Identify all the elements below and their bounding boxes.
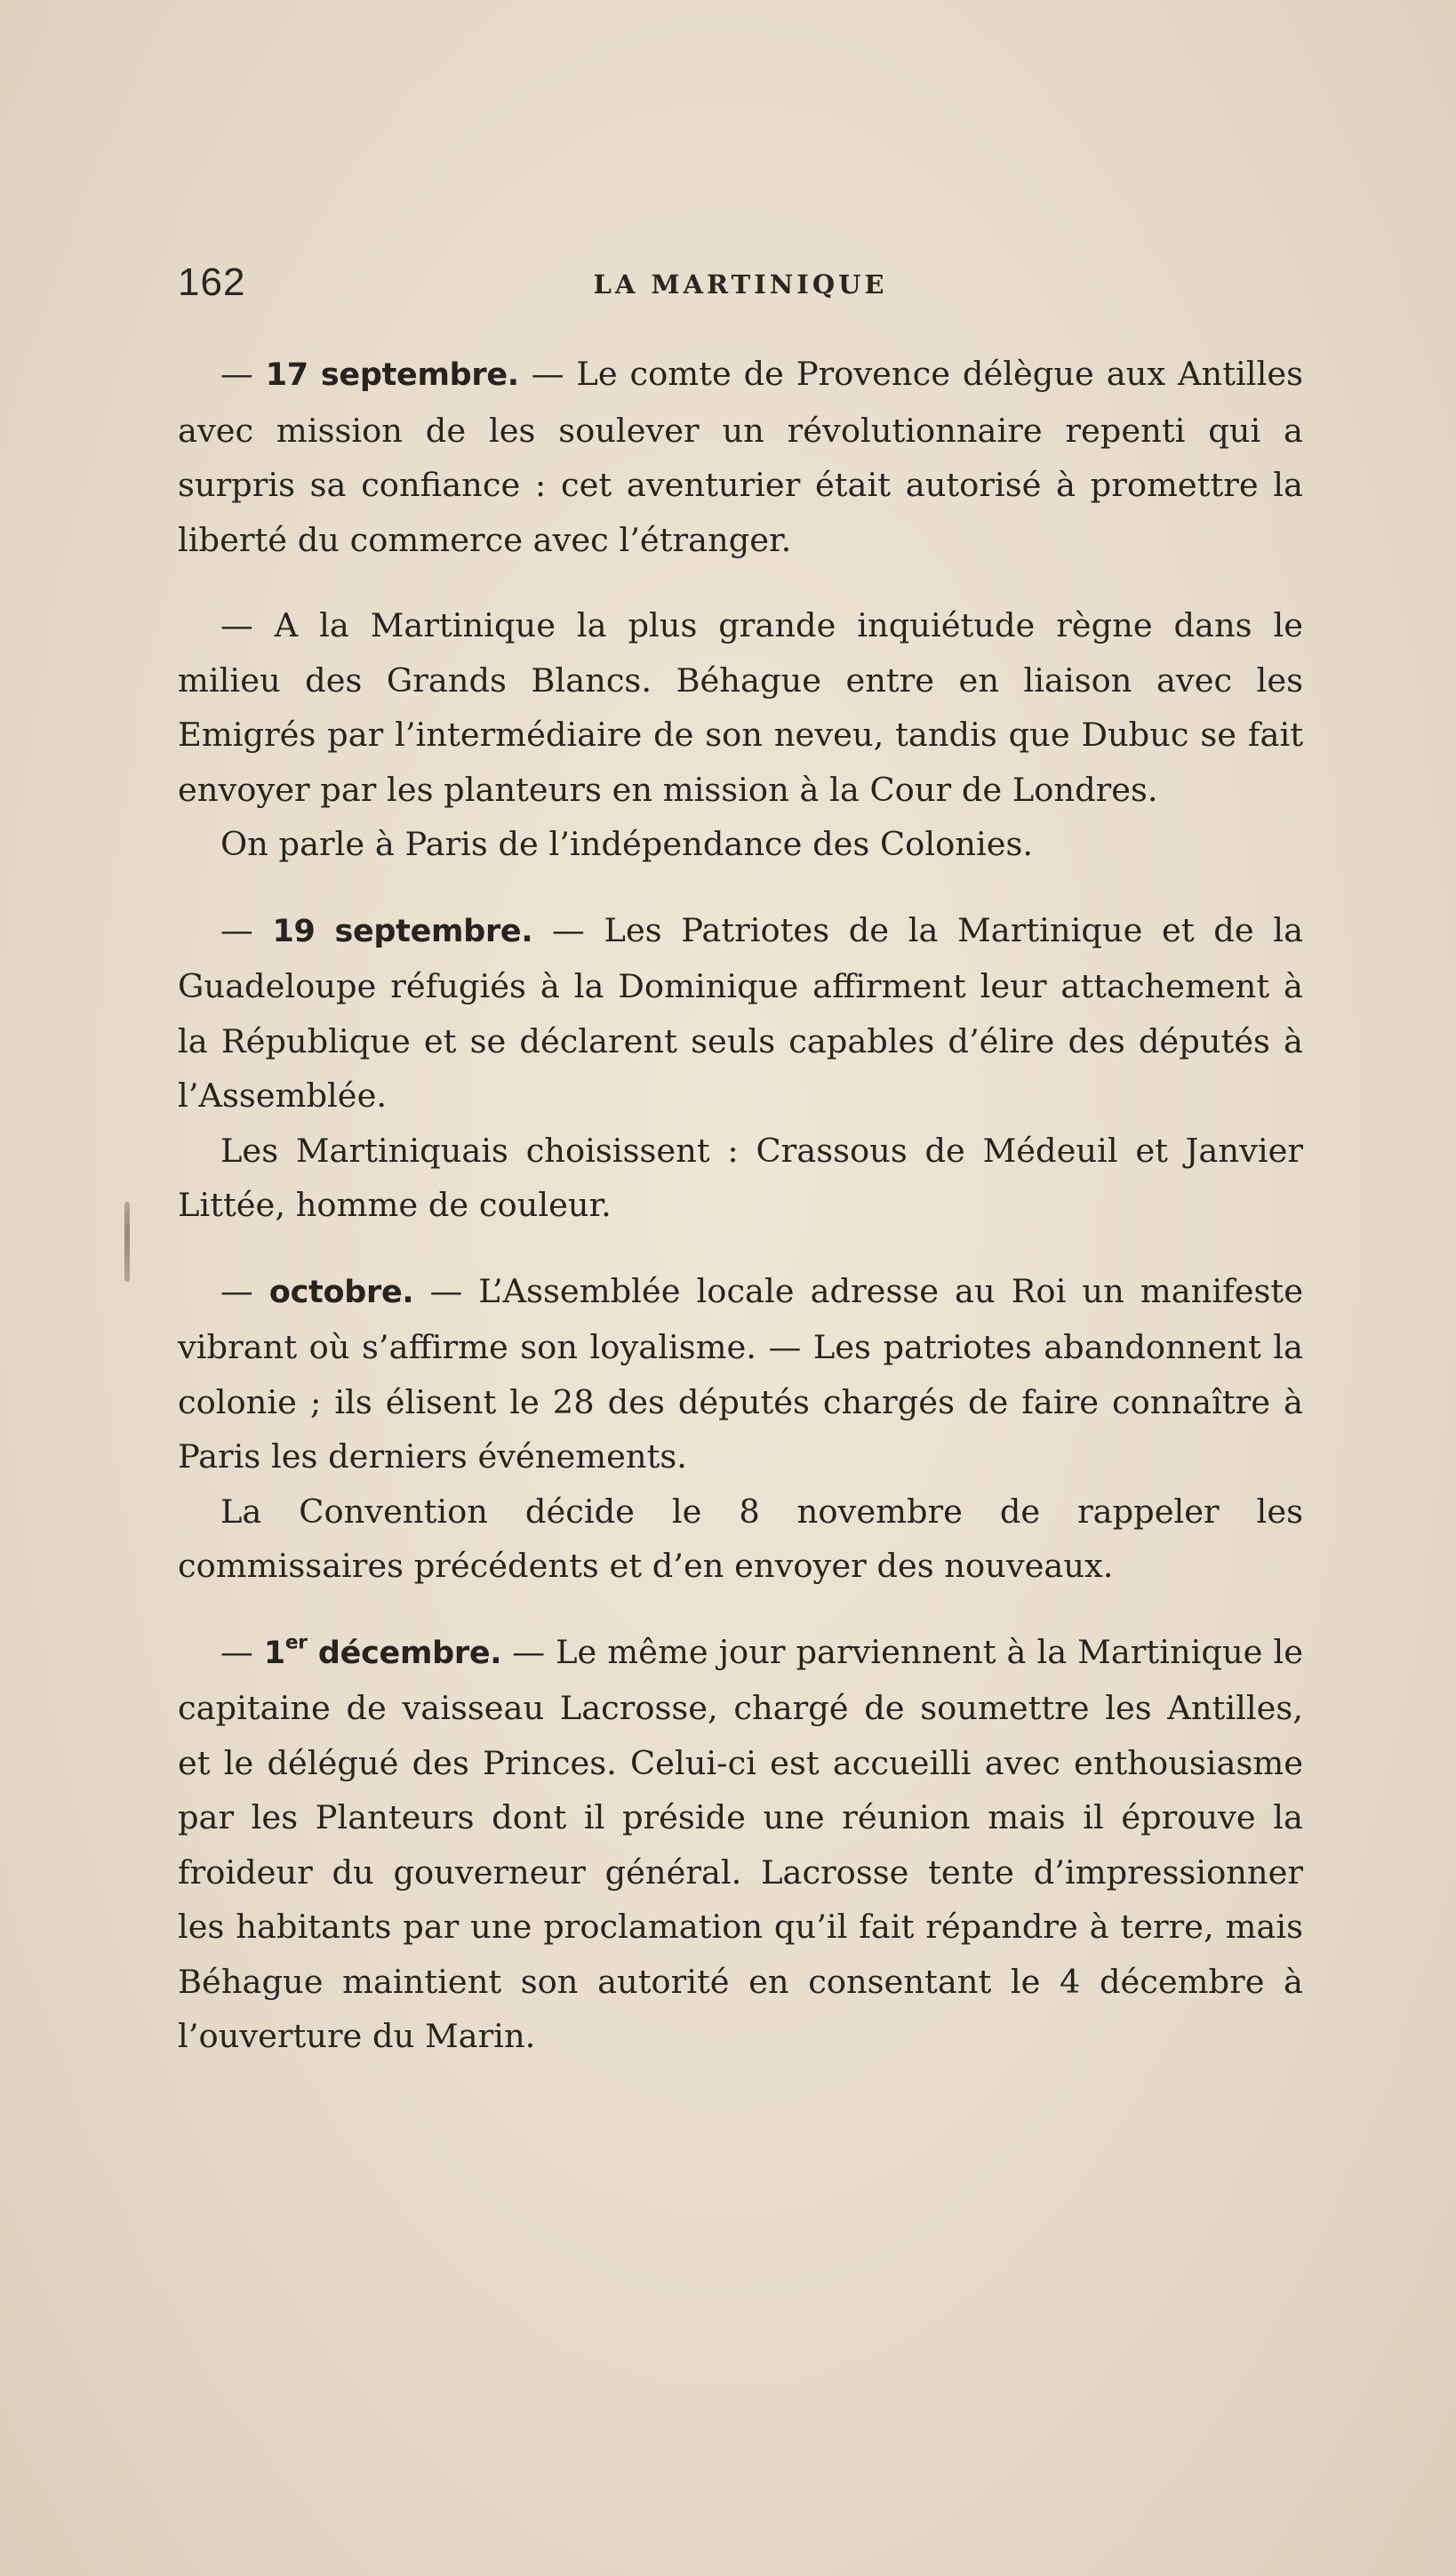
paragraph-text: La Convention décide le 8 novembre de rappeler les commissaires précédents et d’en envoyer des nouveaux. bbox=[178, 1492, 1303, 1585]
body-text bbox=[178, 347, 1303, 2064]
paragraph-independance bbox=[178, 817, 1303, 872]
paragraph-martiniquais bbox=[178, 1124, 1303, 1233]
paragraph-text: Les Martiniquais choisissent : Crassous de Médeuil et Janvier Littée, homme de couleur. bbox=[178, 1131, 1303, 1224]
dash: — bbox=[220, 910, 273, 949]
entry-17-septembre bbox=[178, 347, 1303, 567]
entry-date: 19 septembre. bbox=[272, 913, 533, 949]
running-head: LA MARTINIQUE bbox=[593, 269, 888, 300]
entry-date-number: 1 bbox=[263, 1635, 285, 1671]
entry-text: — Les Patriotes de la Martinique et de la Guadeloupe réfugiés à la Dominique affirment leur attachement à la République et se déclarent seuls capables d’élire des députés à l’Assemblée. bbox=[178, 910, 1304, 1115]
entry-1er-decembre bbox=[178, 1625, 1303, 2064]
paragraph-martinique-inquietude bbox=[178, 598, 1303, 817]
entry-date: octobre. bbox=[268, 1274, 414, 1310]
paragraph-text: On parle à Paris de l’indépendance des Colonies. bbox=[220, 825, 1034, 863]
page-number: 162 bbox=[178, 260, 246, 304]
paragraph-text: — A la Martinique la plus grande inquiétude règne dans le milieu des Grands Blancs. Béhague entre en liaison avec les Emigrés par l’intermédiaire de son neveu, tandis que Dubuc se fait envoyer par les planteurs en mission à la Cour de Londres. bbox=[178, 606, 1303, 809]
entry-date: 17 septembre. bbox=[265, 357, 519, 393]
entry-text: — L’Assemblée locale adresse au Roi un manifeste vibrant où s’affirme son loyalisme. — Les patriotes abandonnent la colonie ; ils élisent le 28 des députés chargés de faire connaître à Paris les derniers événements. bbox=[178, 1271, 1303, 1476]
entry-19-septembre bbox=[178, 903, 1303, 1124]
margin-pencil-mark bbox=[124, 1202, 130, 1282]
entry-date-superscript: er bbox=[284, 1631, 308, 1654]
entry-text: — Le même jour parviennent à la Martinique le capitaine de vaisseau Lacrosse, chargé de soumettre les Antilles, et le délégué des Princes. Celui-ci est accueilli avec enthousiasme par les Planteurs dont il préside une réunion mais il éprouve la froideur du gouverneur général. Lacrosse tente d’impressionner les habitants par une proclamation qu’il fait répandre à terre, mais Béhague maintient son autorité en consentant le 4 décembre à l’ouverture du Marin. bbox=[178, 1632, 1304, 2055]
entry-date-month: décembre. bbox=[307, 1635, 502, 1671]
dash: — bbox=[220, 355, 266, 393]
dash: — bbox=[220, 1271, 269, 1310]
entry-date bbox=[263, 1631, 502, 1671]
paragraph-convention bbox=[178, 1484, 1303, 1594]
entry-octobre bbox=[178, 1264, 1303, 1484]
page-header bbox=[178, 258, 1303, 311]
entry-text: — Le comte de Provence délègue aux Antilles avec mission de les soulever un révolutionnaire repenti qui a surpris sa confiance : cet aventurier était autorisé à promettre la liberté du commerce avec l’étranger. bbox=[178, 355, 1304, 559]
dash: — bbox=[220, 1632, 264, 1671]
